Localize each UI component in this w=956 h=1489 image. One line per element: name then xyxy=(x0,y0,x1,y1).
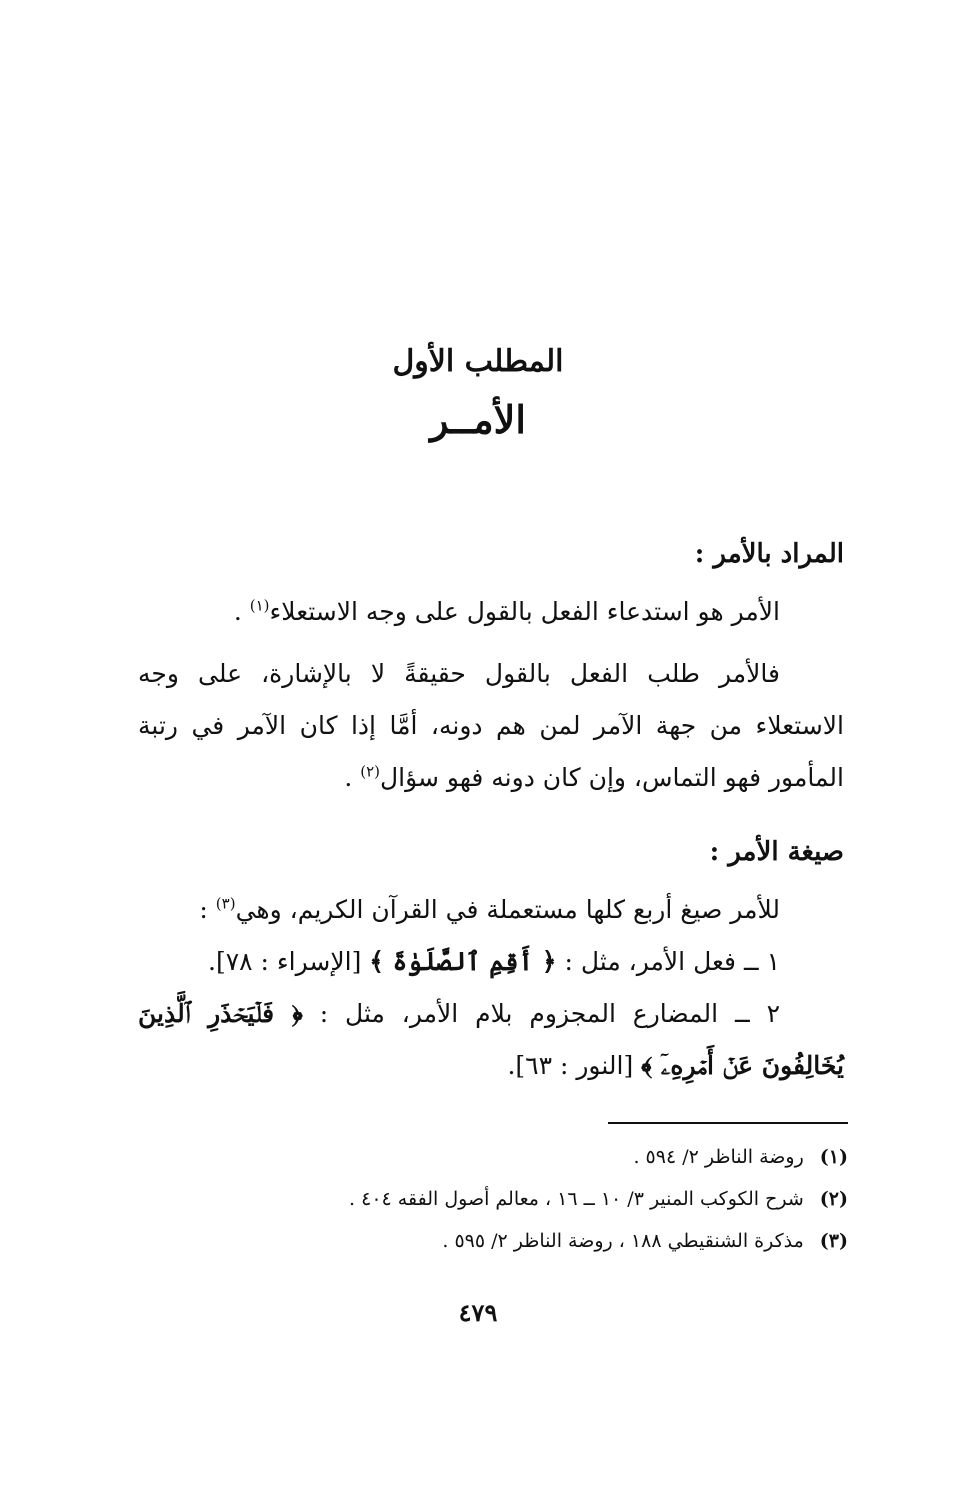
section-title: المطلب الأول xyxy=(392,344,564,379)
item2-prefix: ٢ ــ المضارع المجزوم بلام الأمر، مثل : xyxy=(302,999,780,1028)
form-intro-text: للأمر صيغ أربع كلها مستعملة في القرآن الكريم، وهي xyxy=(235,895,780,924)
list-item-2 xyxy=(138,988,844,1092)
item1-source: [الإسراء : ٧٨]. xyxy=(208,947,370,976)
footnote-ref-2[interactable]: (٢) xyxy=(360,762,381,781)
footnote-number: (٣) xyxy=(819,1230,848,1252)
explanation-text: فالأمر طلب الفعل بالقول حقيقةً لا بالإشارة، على وجه الاستعلاء من جهة الآمر لمن هم دونه، أمَّا إذا كان الآمر في رتبة المأمور فهو التماس، وإن كان دونه فهو سؤال xyxy=(138,659,844,792)
definition-heading: المراد بالأمر : xyxy=(694,539,844,569)
item2-quran-verse: ﴿ فَلۡيَحۡذَرِ ٱلَّذِينَ يُخَالِفُونَ عَنۡ أَمۡرِهِۦٓ ﴾ xyxy=(138,999,844,1080)
form-intro-end: : xyxy=(199,895,216,924)
form-heading: صيغة الأمر : xyxy=(709,837,844,867)
footnote-3 xyxy=(128,1220,848,1262)
chapter-heading xyxy=(0,340,956,448)
footnote-number: (٢) xyxy=(819,1188,848,1210)
form-intro-paragraph xyxy=(138,884,844,936)
footnote-divider xyxy=(608,1122,848,1124)
footnote-ref-3[interactable]: (٣) xyxy=(215,894,236,913)
main-text xyxy=(138,528,844,1092)
footnote-text: مذكرة الشنقيطي ١٨٨ ، روضة الناظر ٢/ ٥٩٥ . xyxy=(442,1230,804,1252)
item2-source: [النور : ٦٣]. xyxy=(507,1051,642,1080)
explanation-end: . xyxy=(344,763,361,792)
definition-paragraph xyxy=(138,586,844,638)
footnote-1 xyxy=(128,1136,848,1178)
footnote-2 xyxy=(128,1178,848,1220)
footnote-text: شرح الكوكب المنير ٣/ ١٠ ــ ١٦ ، معالم أصول الفقه ٤٠٤ . xyxy=(349,1188,804,1210)
list-item-1 xyxy=(138,936,844,988)
section-subtitle: الأمــر xyxy=(430,397,526,442)
footnote-ref-1[interactable]: (١) xyxy=(249,596,270,615)
definition-end: . xyxy=(233,597,250,626)
footnote-number: (١) xyxy=(819,1146,848,1168)
item1-prefix: ١ ــ فعل الأمر، مثل : xyxy=(556,947,780,976)
footnotes xyxy=(128,1136,848,1262)
footnote-text: روضة الناظر ٢/ ٥٩٤ . xyxy=(633,1146,804,1168)
page-number: ٤٧٩ xyxy=(458,1298,498,1327)
item1-quran-verse: ﴿ أَقِمِ ٱلصَّلَوٰةَ ﴾ xyxy=(369,947,557,976)
definition-text: الأمر هو استدعاء الفعل بالقول على وجه الاستعلاء xyxy=(269,597,780,626)
explanation-paragraph xyxy=(138,648,844,804)
